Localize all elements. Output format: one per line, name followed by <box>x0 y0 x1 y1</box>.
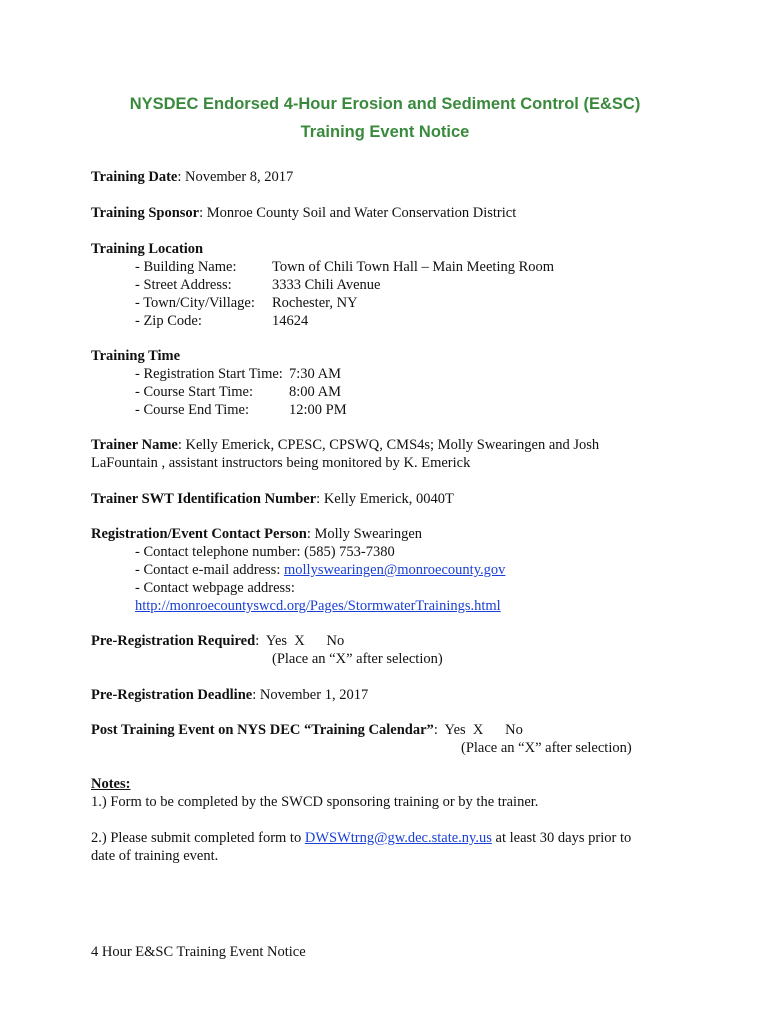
pre-registration-value: : Yes X No <box>255 633 345 649</box>
trainer-swt-id <box>91 490 454 508</box>
training-date <box>91 168 293 186</box>
post-training-label: Post Training Event on NYS DEC “Training Calendar” <box>91 722 434 738</box>
course-end-value: 12:00 PM <box>289 402 347 418</box>
street-address-label: - Street Address: <box>135 277 232 293</box>
training-sponsor-value: : Monroe County Soil and Water Conservation District <box>199 205 517 221</box>
page-title: NYSDEC Endorsed 4-Hour Erosion and Sediment Control (E&SC) <box>129 95 641 113</box>
trainer-name-value: : Kelly Emerick, CPESC, CPSWQ, CMS4s; Molly Swearingen and Josh <box>177 437 600 453</box>
contact-webpage-link[interactable]: http://monroecountyswcd.org/Pages/StormwaterTrainings.html <box>135 598 501 614</box>
contact-webpage <box>135 597 501 615</box>
pre-registration-note: (Place an “X” after selection) <box>272 651 443 667</box>
page-footer: 4 Hour E&SC Training Event Notice <box>91 944 306 960</box>
notes-heading: Notes: <box>91 776 131 792</box>
contact-person-label: Registration/Event Contact Person <box>91 526 307 542</box>
deadline-value: : November 1, 2017 <box>252 687 369 703</box>
contact-person-value: : Molly Swearingen <box>306 526 423 542</box>
note-2-continued: date of training event. <box>91 848 219 864</box>
training-date-value: : November 8, 2017 <box>177 169 294 185</box>
contact-phone: - Contact telephone number: (585) 753-7380 <box>135 544 395 560</box>
town-label: - Town/City/Village: <box>135 295 255 311</box>
trainer-swt-value: : Kelly Emerick, 0040T <box>316 491 454 507</box>
training-location-heading: Training Location <box>91 241 204 257</box>
registration-start-value: 7:30 AM <box>289 366 341 382</box>
pre-registration-deadline <box>91 686 368 704</box>
trainer-name-label: Trainer Name <box>91 437 178 453</box>
post-training-note: (Place an “X” after selection) <box>461 740 632 756</box>
note-1: 1.) Form to be completed by the SWCD sponsoring training or by the trainer. <box>91 794 539 810</box>
course-start-label: - Course Start Time: <box>135 384 254 400</box>
course-end-label: - Course End Time: <box>135 402 249 418</box>
note-2: 2.) Please submit completed form to DWSWtrng@gw.dec.state.ny.us at least 30 days prior to <box>91 830 632 846</box>
zip-code-label: - Zip Code: <box>135 313 202 329</box>
registration-start-label: - Registration Start Time: <box>135 366 283 382</box>
trainer-name <box>91 436 599 454</box>
training-time-heading: Training Time <box>91 348 181 364</box>
post-training-event <box>91 721 523 739</box>
town-value: Rochester, NY <box>272 295 358 311</box>
course-start-value: 8:00 AM <box>289 384 341 400</box>
post-training-value: : Yes X No <box>433 722 523 738</box>
building-name-label: - Building Name: <box>135 259 237 275</box>
contact-email-link[interactable]: mollyswearingen@monroecounty.gov <box>283 562 506 578</box>
training-sponsor <box>91 204 516 222</box>
training-date-label: Training Date <box>91 169 178 185</box>
contact-webpage-label: - Contact webpage address: <box>135 580 295 596</box>
street-address-value: 3333 Chili Avenue <box>272 277 381 293</box>
dws-email-link[interactable]: DWSWtrng@gw.dec.state.ny.us <box>304 830 492 846</box>
page-subtitle: Training Event Notice <box>300 123 470 141</box>
contact-email: - Contact e-mail address: mollyswearingen@monroecounty.gov <box>135 562 506 578</box>
trainer-name-continued: LaFountain , assistant instructors being monitored by K. Emerick <box>91 455 471 471</box>
training-sponsor-label: Training Sponsor <box>91 205 200 221</box>
zip-code-value: 14624 <box>272 313 309 329</box>
building-name-value: Town of Chili Town Hall – Main Meeting Room <box>272 259 555 275</box>
contact-person <box>91 525 422 543</box>
pre-registration-required <box>91 632 344 650</box>
trainer-swt-label: Trainer SWT Identification Number <box>91 491 317 507</box>
deadline-label: Pre-Registration Deadline <box>91 687 253 703</box>
pre-registration-label: Pre-Registration Required <box>91 633 256 649</box>
